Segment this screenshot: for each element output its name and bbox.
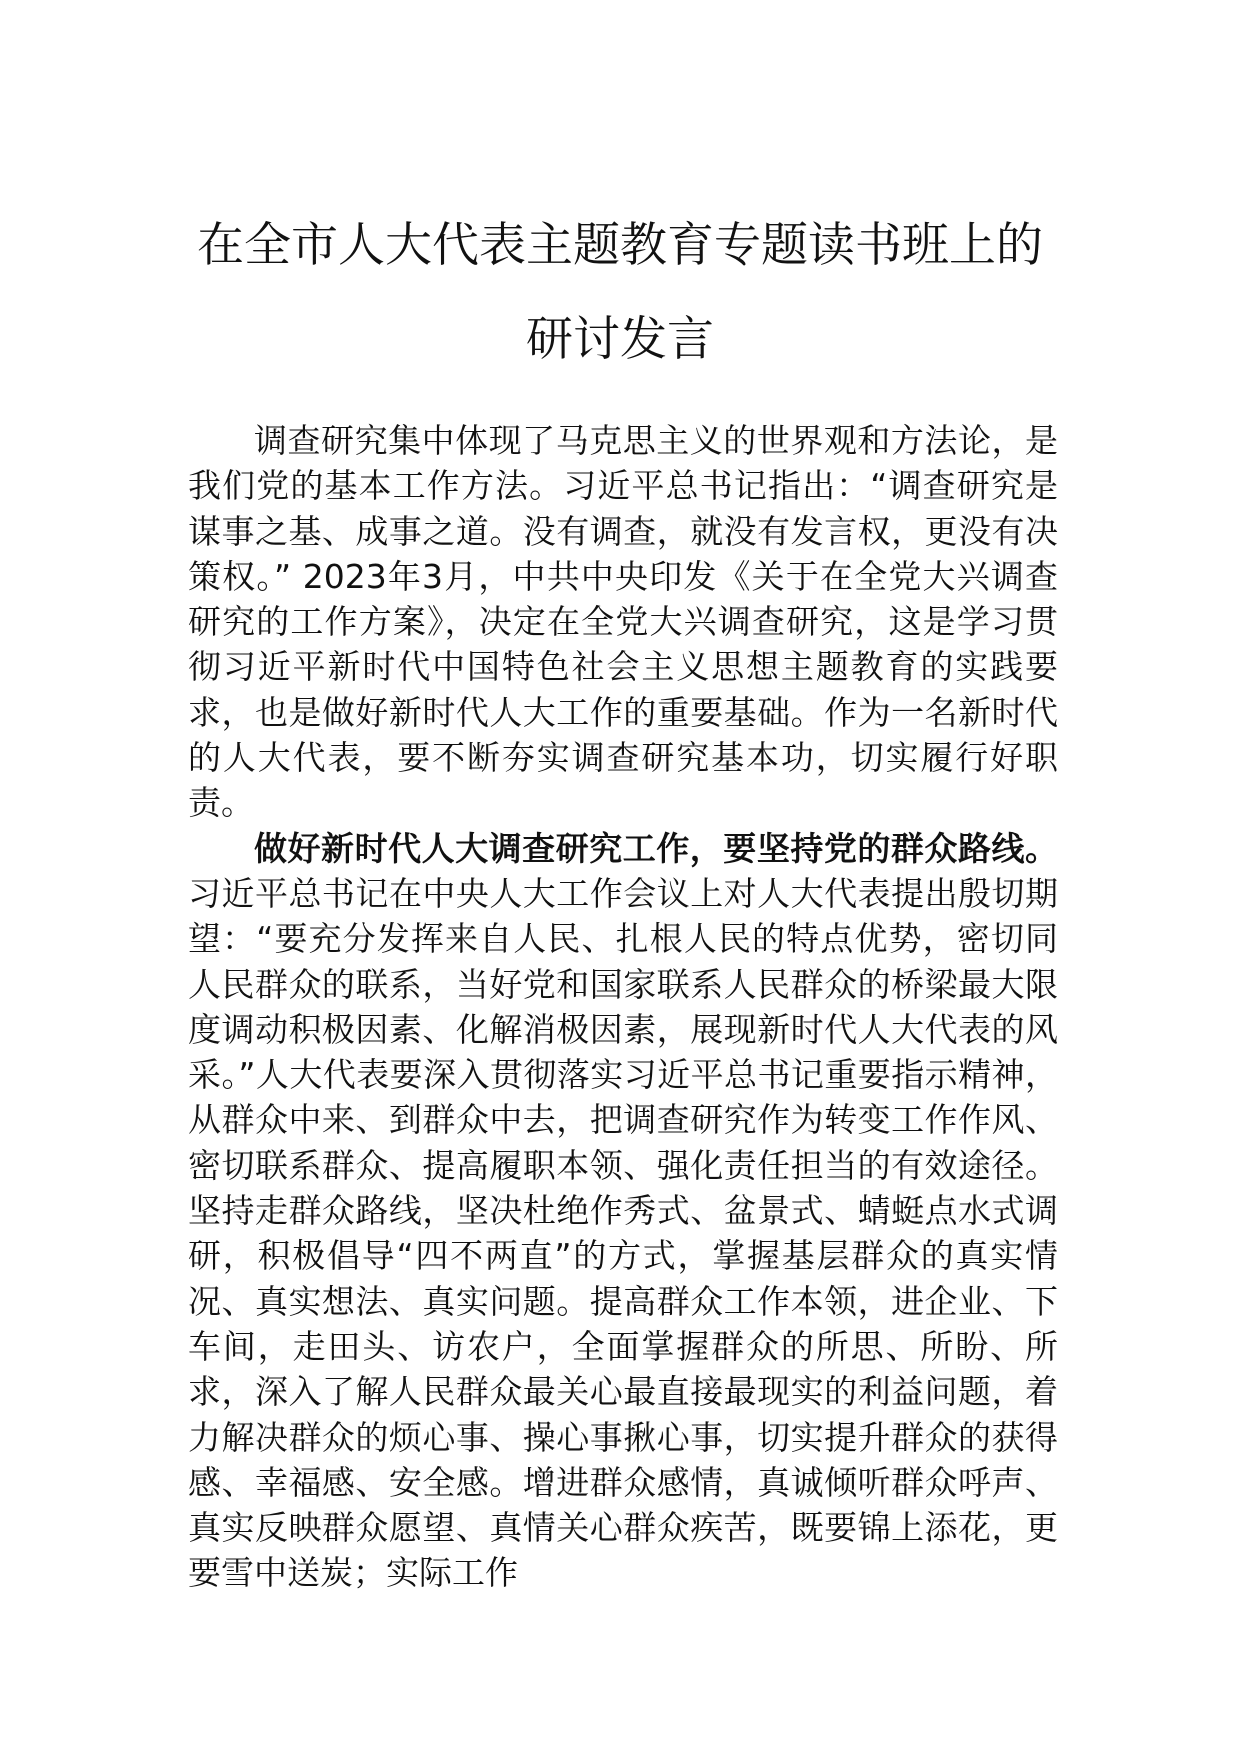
document-title-line-2: 研讨发言 xyxy=(526,312,714,367)
paragraph-2-lead: 做好新时代人大调查研究工作，要坚持党的群众路线。 xyxy=(254,828,1058,868)
document-body xyxy=(188,418,1058,1596)
paragraph-1-text: 调查研究集中体现了马克思主义的世界观和方法论，是我们党的基本工作方法。习近平总书记指出：“调查研究是谋事之基、成事之道。没有调查，就没有发言权，更没有决策权。” 2023年3月，中共中央印发《关于在全党大兴调查研究的工作方案》，决定在全党大兴调查研究，这是学习贯彻习近平新时代中国特色社会主义思想主题教育的实践要求，也是做好新时代人大工作的重要基础。作为一名新时代的人大代表，要不断夯实调查研究基本功，切实履行好职责。 xyxy=(188,421,1058,823)
paragraph-2-text: 习近平总书记在中央人大工作会议上对人大代表提出殷切期望：“要充分发挥来自人民、扎根人民的特点优势，密切同人民群众的联系，当好党和国家联系人民群众的桥梁最大限度调动积极因素、化解消极因素，展现新时代人大代表的风采。”人大代表要深入贯彻落实习近平总书记重要指示精神，从群众中来、到群众中去，把调查研究作为转变工作作风、密切联系群众、提高履职本领、强化责任担当的有效途径。坚持走群众路线，坚决杜绝作秀式、盆景式、蜻蜓点水式调研，积极倡导“四不两直”的方式，掌握基层群众的真实情况、真实想法、真实问题。提高群众工作本领，进企业、下车间，走田头、访农户，全面掌握群众的所思、所盼、所求，深入了解人民群众最关心最直接最现实的利益问题，着力解决群众的烦心事、操心事揪心事，切实提升群众的获得感、幸福感、安全感。增进群众感情，真诚倾听群众呼声、真实反映群众愿望、真情关心群众疾苦，既要锦上添花，更要雪中送炭；实际工作 xyxy=(188,873,1058,1593)
document-title-line-1: 在全市人大代表主题教育专题读书班上的 xyxy=(197,218,1043,273)
paragraph-2 xyxy=(188,826,1058,1596)
paragraph-1 xyxy=(188,418,1058,826)
